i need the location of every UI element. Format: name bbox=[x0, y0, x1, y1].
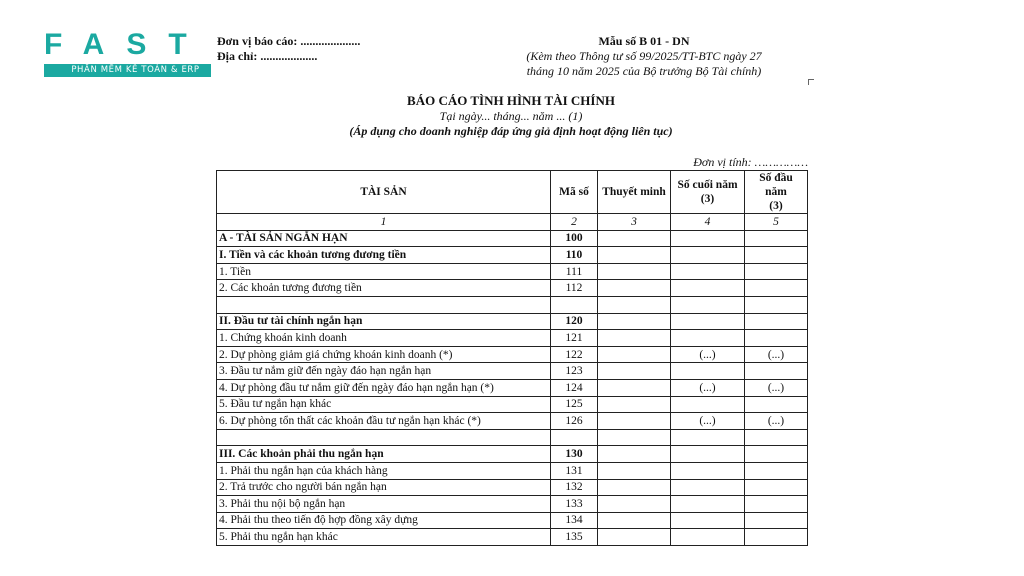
row-label: 4. Phải thu theo tiến độ hợp đồng xây dựng bbox=[217, 512, 551, 529]
row-year-start-value bbox=[745, 363, 808, 380]
row-year-end-value bbox=[671, 462, 745, 479]
reporting-unit-line: Đơn vị báo cáo: .................... bbox=[217, 34, 361, 48]
row-year-start-value: (...) bbox=[745, 379, 808, 396]
report-date-line: Tại ngày... tháng... năm ... (1) bbox=[439, 109, 583, 123]
fast-logo bbox=[44, 30, 234, 77]
table-row bbox=[217, 313, 808, 330]
row-year-start-value bbox=[745, 230, 808, 247]
table-row bbox=[217, 247, 808, 264]
row-year-end-value bbox=[671, 446, 745, 463]
circular-note-line1: (Kèm theo Thông tư số 99/2025/TT-BTC ngày 27 bbox=[526, 49, 762, 63]
column-index: 2 bbox=[551, 214, 598, 231]
row-year-start-value bbox=[745, 247, 808, 264]
row-year-end-value bbox=[671, 263, 745, 280]
report-document bbox=[211, 30, 811, 576]
row-year-start-value bbox=[745, 446, 808, 463]
row-label: 2. Trả trước cho người bán ngắn hạn bbox=[217, 479, 551, 496]
row-note bbox=[598, 446, 671, 463]
row-code: 122 bbox=[551, 346, 598, 363]
row-note bbox=[598, 363, 671, 380]
row-year-end-value bbox=[671, 496, 745, 513]
row-note bbox=[598, 247, 671, 264]
row-year-end-value bbox=[671, 230, 745, 247]
row-label bbox=[217, 296, 551, 313]
table-row bbox=[217, 363, 808, 380]
row-code: 112 bbox=[551, 280, 598, 297]
column-index-row bbox=[217, 214, 808, 231]
column-index: 3 bbox=[598, 214, 671, 231]
row-label: II. Đầu tư tài chính ngắn hạn bbox=[217, 313, 551, 330]
row-year-end-value bbox=[671, 313, 745, 330]
table-row bbox=[217, 263, 808, 280]
currency-unit: Đơn vị tính: …………… bbox=[693, 155, 808, 169]
column-index: 5 bbox=[745, 214, 808, 231]
row-year-end-value bbox=[671, 512, 745, 529]
row-year-end-value bbox=[671, 529, 745, 546]
table-row bbox=[217, 296, 808, 313]
row-year-start-value bbox=[745, 280, 808, 297]
row-year-end-value bbox=[671, 429, 745, 446]
balance-sheet-body bbox=[217, 230, 808, 545]
circular-note-line2: tháng 10 năm 2025 của Bộ trưởng Bộ Tài chính) bbox=[526, 64, 762, 78]
table-header-row bbox=[217, 171, 808, 214]
table-row bbox=[217, 529, 808, 546]
form-number: Mẫu số B 01 - DN bbox=[598, 34, 690, 48]
row-year-start-value bbox=[745, 313, 808, 330]
row-year-start-value: (...) bbox=[745, 346, 808, 363]
row-year-start-value bbox=[745, 479, 808, 496]
table-row bbox=[217, 379, 808, 396]
col-header-year-start: Số đầu năm (3) bbox=[745, 171, 808, 214]
form-reference-block bbox=[479, 34, 809, 79]
row-note bbox=[598, 296, 671, 313]
row-label: 6. Dự phòng tổn thất các khoản đầu tư ngắn hạn khác (*) bbox=[217, 413, 551, 430]
table-row bbox=[217, 280, 808, 297]
row-year-end-value: (...) bbox=[671, 413, 745, 430]
row-year-end-value bbox=[671, 247, 745, 264]
row-label: 4. Dự phòng đầu tư nắm giữ đến ngày đáo hạn ngắn hạn (*) bbox=[217, 379, 551, 396]
row-label: 5. Đầu tư ngắn hạn khác bbox=[217, 396, 551, 413]
table-row bbox=[217, 462, 808, 479]
table-row bbox=[217, 413, 808, 430]
reporting-entity-block bbox=[217, 34, 360, 64]
row-year-end-value bbox=[671, 280, 745, 297]
row-note bbox=[598, 462, 671, 479]
row-code: 134 bbox=[551, 512, 598, 529]
row-code bbox=[551, 296, 598, 313]
row-label: 1. Chứng khoán kinh doanh bbox=[217, 330, 551, 347]
table-row bbox=[217, 429, 808, 446]
row-label bbox=[217, 429, 551, 446]
row-note bbox=[598, 496, 671, 513]
row-code: 120 bbox=[551, 313, 598, 330]
row-year-start-value bbox=[745, 496, 808, 513]
row-label: 3. Phải thu nội bộ ngắn hạn bbox=[217, 496, 551, 513]
row-note bbox=[598, 313, 671, 330]
row-year-start-value bbox=[745, 330, 808, 347]
row-year-end-value: (...) bbox=[671, 346, 745, 363]
table-row bbox=[217, 496, 808, 513]
row-code: 133 bbox=[551, 496, 598, 513]
row-note bbox=[598, 512, 671, 529]
logo-wordmark: FAST bbox=[44, 28, 209, 61]
row-code: 130 bbox=[551, 446, 598, 463]
row-year-end-value bbox=[671, 396, 745, 413]
row-note bbox=[598, 396, 671, 413]
row-note bbox=[598, 230, 671, 247]
table-row bbox=[217, 512, 808, 529]
address-line: Địa chỉ: ................... bbox=[217, 49, 318, 63]
row-note bbox=[598, 263, 671, 280]
col-header-note: Thuyết minh bbox=[598, 171, 671, 214]
row-note bbox=[598, 280, 671, 297]
row-year-end-value bbox=[671, 296, 745, 313]
row-year-start-value bbox=[745, 512, 808, 529]
row-label: 3. Đầu tư nắm giữ đến ngày đáo hạn ngắn hạn bbox=[217, 363, 551, 380]
row-year-start-value bbox=[745, 296, 808, 313]
row-year-start-value bbox=[745, 263, 808, 280]
report-applicability: (Áp dụng cho doanh nghiệp đáp ứng giả định hoạt động liên tục) bbox=[349, 124, 673, 138]
row-code: 125 bbox=[551, 396, 598, 413]
table-row bbox=[217, 230, 808, 247]
row-year-start-value bbox=[745, 462, 808, 479]
row-note bbox=[598, 529, 671, 546]
row-note bbox=[598, 346, 671, 363]
row-code: 124 bbox=[551, 379, 598, 396]
row-code: 126 bbox=[551, 413, 598, 430]
col-header-year-end: Số cuối năm (3) bbox=[671, 171, 745, 214]
table-row bbox=[217, 396, 808, 413]
row-label: 5. Phải thu ngắn hạn khác bbox=[217, 529, 551, 546]
row-code: 121 bbox=[551, 330, 598, 347]
row-code: 131 bbox=[551, 462, 598, 479]
row-year-start-value bbox=[745, 396, 808, 413]
row-label: 2. Các khoản tương đương tiền bbox=[217, 280, 551, 297]
page-corner-mark bbox=[808, 79, 814, 85]
row-label: 1. Tiền bbox=[217, 263, 551, 280]
row-code: 135 bbox=[551, 529, 598, 546]
row-code: 111 bbox=[551, 263, 598, 280]
row-code bbox=[551, 429, 598, 446]
report-title: BÁO CÁO TÌNH HÌNH TÀI CHÍNH bbox=[407, 93, 615, 108]
row-note bbox=[598, 479, 671, 496]
col-header-asset: TÀI SẢN bbox=[217, 171, 551, 214]
row-code: 132 bbox=[551, 479, 598, 496]
row-year-end-value bbox=[671, 479, 745, 496]
balance-sheet-table bbox=[216, 170, 808, 546]
report-titles bbox=[211, 93, 811, 139]
column-index: 1 bbox=[217, 214, 551, 231]
row-code: 100 bbox=[551, 230, 598, 247]
row-code: 123 bbox=[551, 363, 598, 380]
row-label: A - TÀI SẢN NGẮN HẠN bbox=[217, 230, 551, 247]
row-note bbox=[598, 413, 671, 430]
table-row bbox=[217, 446, 808, 463]
row-code: 110 bbox=[551, 247, 598, 264]
row-label: I. Tiền và các khoản tương đương tiền bbox=[217, 247, 551, 264]
col-header-code: Mã số bbox=[551, 171, 598, 214]
row-year-end-value: (...) bbox=[671, 379, 745, 396]
row-note bbox=[598, 379, 671, 396]
row-year-end-value bbox=[671, 363, 745, 380]
row-note bbox=[598, 429, 671, 446]
row-year-start-value bbox=[745, 529, 808, 546]
row-note bbox=[598, 330, 671, 347]
row-label: III. Các khoản phải thu ngắn hạn bbox=[217, 446, 551, 463]
row-year-start-value bbox=[745, 429, 808, 446]
row-year-start-value: (...) bbox=[745, 413, 808, 430]
row-year-end-value bbox=[671, 330, 745, 347]
row-label: 1. Phải thu ngắn hạn của khách hàng bbox=[217, 462, 551, 479]
table-row bbox=[217, 330, 808, 347]
table-row bbox=[217, 346, 808, 363]
logo-tagline: PHẦN MỀM KẾ TOÁN & ERP bbox=[44, 64, 227, 77]
row-label: 2. Dự phòng giảm giá chứng khoán kinh doanh (*) bbox=[217, 346, 551, 363]
table-row bbox=[217, 479, 808, 496]
column-index: 4 bbox=[671, 214, 745, 231]
